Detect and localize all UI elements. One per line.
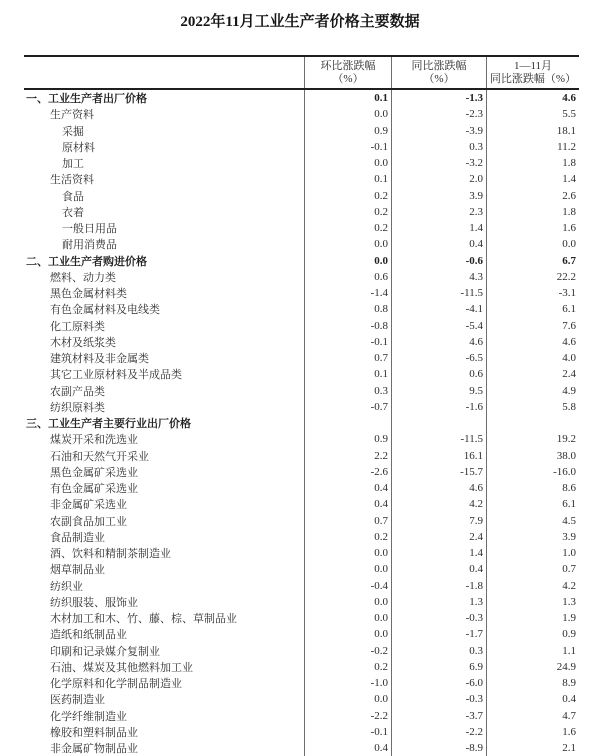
row-label: 黑色金属矿采选业 — [50, 466, 138, 479]
cell-ytd-yoy-pct: 11.2 — [486, 139, 579, 155]
table-row — [24, 480, 579, 496]
cell-mom-pct: -0.1 — [304, 139, 391, 155]
row-label: 化工原料类 — [50, 320, 105, 333]
table-row — [24, 334, 579, 350]
cell-mom-pct: 0.9 — [304, 431, 391, 447]
cell-ytd-yoy-pct: 5.8 — [486, 399, 579, 415]
cell-mom-pct: 0.2 — [304, 529, 391, 545]
table-row — [24, 366, 579, 382]
cell-yoy-pct: 16.1 — [391, 448, 486, 464]
cell-mom-pct: -0.4 — [304, 578, 391, 594]
cell-mom-pct: 0.0 — [304, 253, 391, 269]
table-row — [24, 496, 579, 512]
cell-yoy-pct: 4.6 — [391, 334, 486, 350]
cell-mom-pct: 0.4 — [304, 740, 391, 756]
cell-ytd-yoy-pct: 4.2 — [486, 578, 579, 594]
header-mom-change — [304, 57, 391, 88]
table-row — [24, 513, 579, 529]
row-label: 造纸和纸制品业 — [50, 629, 127, 642]
cell-mom-pct: 0.1 — [304, 171, 391, 187]
cell-yoy-pct: 0.4 — [391, 561, 486, 577]
row-label: 化学纤维制造业 — [50, 710, 127, 723]
cell-ytd-yoy-pct: 6.7 — [486, 253, 579, 269]
row-label: 纺织服装、服饰业 — [50, 596, 138, 609]
cell-mom-pct: -2.2 — [304, 708, 391, 724]
table-row — [24, 220, 579, 236]
row-label: 衣着 — [62, 206, 84, 219]
cell-mom-pct: 0.4 — [304, 496, 391, 512]
table-header — [24, 55, 579, 90]
cell-yoy-pct: -11.5 — [391, 285, 486, 301]
cell-ytd-yoy-pct: 5.5 — [486, 106, 579, 122]
row-label: 农副食品加工业 — [50, 515, 127, 528]
table-row — [24, 643, 579, 659]
table-body — [24, 90, 579, 756]
table-row — [24, 740, 579, 756]
row-label: 生活资料 — [50, 174, 94, 187]
page-title: 2022年11月工业生产者价格主要数据 — [180, 14, 420, 30]
cell-mom-pct: 0.6 — [304, 269, 391, 285]
cell-mom-pct: -0.7 — [304, 399, 391, 415]
header-ytd-line1: 1—11月 — [513, 59, 553, 72]
cell-ytd-yoy-pct: 2.6 — [486, 188, 579, 204]
row-label: 印刷和记录媒介复制业 — [50, 645, 160, 658]
table-row — [24, 545, 579, 561]
table-row — [24, 188, 579, 204]
cell-yoy-pct: -3.2 — [391, 155, 486, 171]
cell-ytd-yoy-pct: 1.3 — [486, 594, 579, 610]
cell-yoy-pct: -8.9 — [391, 740, 486, 756]
cell-ytd-yoy-pct: 4.5 — [486, 513, 579, 529]
cell-yoy-pct — [391, 415, 486, 431]
table-row — [24, 415, 579, 431]
row-label: 加工 — [62, 158, 84, 171]
cell-yoy-pct: 4.3 — [391, 269, 486, 285]
cell-ytd-yoy-pct: -3.1 — [486, 285, 579, 301]
cell-yoy-pct: -6.5 — [391, 350, 486, 366]
table-row — [24, 578, 579, 594]
cell-yoy-pct: 1.4 — [391, 220, 486, 236]
cell-ytd-yoy-pct: 1.8 — [486, 155, 579, 171]
table-row — [24, 529, 579, 545]
cell-ytd-yoy-pct: 0.9 — [486, 626, 579, 642]
table-row — [24, 123, 579, 139]
cell-ytd-yoy-pct: 6.1 — [486, 496, 579, 512]
row-label: 二、工业生产者购进价格 — [26, 255, 147, 268]
table-row — [24, 106, 579, 122]
cell-mom-pct: 0.1 — [304, 90, 391, 106]
cell-mom-pct: -0.1 — [304, 724, 391, 740]
row-label: 黑色金属材料类 — [50, 288, 127, 301]
cell-mom-pct: 0.0 — [304, 155, 391, 171]
row-label: 纺织原料类 — [50, 401, 105, 414]
row-label: 耐用消费品 — [62, 239, 117, 252]
cell-mom-pct: -0.8 — [304, 318, 391, 334]
cell-ytd-yoy-pct: 8.6 — [486, 480, 579, 496]
cell-mom-pct: -0.1 — [304, 334, 391, 350]
cell-mom-pct: 0.0 — [304, 691, 391, 707]
cell-yoy-pct: -2.3 — [391, 106, 486, 122]
row-label: 原材料 — [62, 141, 95, 154]
row-label: 其它工业原材料及半成品类 — [50, 369, 182, 382]
table-row — [24, 155, 579, 171]
table-row — [24, 236, 579, 252]
cell-ytd-yoy-pct: 4.7 — [486, 708, 579, 724]
table-row — [24, 675, 579, 691]
cell-mom-pct: 0.1 — [304, 366, 391, 382]
row-label: 采掘 — [62, 125, 84, 138]
cell-mom-pct: 0.7 — [304, 513, 391, 529]
table-row — [24, 350, 579, 366]
cell-yoy-pct: -4.1 — [391, 301, 486, 317]
cell-yoy-pct: -1.6 — [391, 399, 486, 415]
cell-yoy-pct: 9.5 — [391, 383, 486, 399]
cell-ytd-yoy-pct: 0.7 — [486, 561, 579, 577]
cell-mom-pct: 0.2 — [304, 204, 391, 220]
table-row — [24, 431, 579, 447]
cell-yoy-pct: -1.8 — [391, 578, 486, 594]
cell-ytd-yoy-pct: 4.6 — [486, 90, 579, 106]
cell-ytd-yoy-pct: 0.4 — [486, 691, 579, 707]
cell-ytd-yoy-pct: 24.9 — [486, 659, 579, 675]
cell-mom-pct: 0.2 — [304, 220, 391, 236]
table-row — [24, 724, 579, 740]
row-label: 农副产品类 — [50, 385, 105, 398]
cell-yoy-pct: 0.6 — [391, 366, 486, 382]
table-row — [24, 171, 579, 187]
cell-mom-pct: 0.0 — [304, 594, 391, 610]
header-yoy-line1: 同比涨跌幅 — [411, 59, 467, 72]
cell-ytd-yoy-pct: 38.0 — [486, 448, 579, 464]
cell-yoy-pct: -5.4 — [391, 318, 486, 334]
row-label: 食品 — [62, 190, 84, 203]
row-label: 有色金属材料及电线类 — [50, 304, 160, 317]
table-row — [24, 90, 579, 106]
table-row — [24, 464, 579, 480]
row-label: 非金属矿采选业 — [50, 499, 127, 512]
header-mom-line2: （%） — [332, 72, 364, 85]
table-row — [24, 253, 579, 269]
row-label: 石油和天然气开采业 — [50, 450, 149, 463]
cell-ytd-yoy-pct: 6.1 — [486, 301, 579, 317]
cell-ytd-yoy-pct: 2.4 — [486, 366, 579, 382]
cell-yoy-pct: 0.3 — [391, 643, 486, 659]
cell-yoy-pct: 2.4 — [391, 529, 486, 545]
cell-ytd-yoy-pct: 1.9 — [486, 610, 579, 626]
header-ytd-line2: 同比涨跌幅（%） — [489, 72, 577, 85]
row-label: 燃料、动力类 — [50, 271, 116, 284]
cell-mom-pct: 0.0 — [304, 610, 391, 626]
cell-ytd-yoy-pct: 8.9 — [486, 675, 579, 691]
cell-yoy-pct: 7.9 — [391, 513, 486, 529]
cell-yoy-pct: 4.2 — [391, 496, 486, 512]
table-row — [24, 269, 579, 285]
cell-mom-pct: 0.2 — [304, 659, 391, 675]
cell-yoy-pct: -1.7 — [391, 626, 486, 642]
row-label: 煤炭开采和洗选业 — [50, 434, 138, 447]
cell-mom-pct: 0.2 — [304, 188, 391, 204]
cell-yoy-pct: -3.7 — [391, 708, 486, 724]
cell-ytd-yoy-pct: 19.2 — [486, 431, 579, 447]
row-label: 有色金属矿采选业 — [50, 483, 138, 496]
cell-ytd-yoy-pct: 1.0 — [486, 545, 579, 561]
row-label: 木材及纸浆类 — [50, 336, 116, 349]
row-label: 化学原料和化学制品制造业 — [50, 678, 182, 691]
cell-mom-pct: -0.2 — [304, 643, 391, 659]
table-row — [24, 594, 579, 610]
cell-ytd-yoy-pct: 2.1 — [486, 740, 579, 756]
row-label: 橡胶和塑料制品业 — [50, 726, 138, 739]
row-label: 酒、饮料和精制茶制造业 — [50, 548, 171, 561]
cell-yoy-pct: -0.3 — [391, 610, 486, 626]
cell-yoy-pct: 3.9 — [391, 188, 486, 204]
table-row — [24, 383, 579, 399]
cell-yoy-pct: 1.3 — [391, 594, 486, 610]
cell-yoy-pct: -0.3 — [391, 691, 486, 707]
cell-yoy-pct: -15.7 — [391, 464, 486, 480]
table-row — [24, 448, 579, 464]
cell-ytd-yoy-pct: 1.6 — [486, 724, 579, 740]
row-label: 烟草制品业 — [50, 564, 105, 577]
table-row — [24, 399, 579, 415]
cell-mom-pct: 0.0 — [304, 236, 391, 252]
cell-mom-pct: 0.0 — [304, 626, 391, 642]
table-row — [24, 318, 579, 334]
table-row — [24, 285, 579, 301]
cell-mom-pct: -2.6 — [304, 464, 391, 480]
cell-ytd-yoy-pct — [486, 415, 579, 431]
cell-ytd-yoy-pct: 0.0 — [486, 236, 579, 252]
cell-mom-pct: 0.0 — [304, 561, 391, 577]
row-label: 非金属矿物制品业 — [50, 743, 138, 756]
table-row — [24, 610, 579, 626]
row-label: 一般日用品 — [62, 223, 117, 236]
table-row — [24, 301, 579, 317]
cell-yoy-pct: -1.3 — [391, 90, 486, 106]
header-yoy-line2: （%） — [423, 72, 455, 85]
cell-ytd-yoy-pct: 4.9 — [486, 383, 579, 399]
header-row-label-column — [24, 57, 304, 88]
cell-ytd-yoy-pct: 3.9 — [486, 529, 579, 545]
row-label: 三、工业生产者主要行业出厂价格 — [26, 418, 191, 431]
row-label: 生产资料 — [50, 109, 94, 122]
cell-ytd-yoy-pct: 4.6 — [486, 334, 579, 350]
cell-yoy-pct: 2.0 — [391, 171, 486, 187]
header-ytd-yoy-change — [486, 57, 579, 88]
cell-mom-pct: 0.8 — [304, 301, 391, 317]
cell-yoy-pct: 6.9 — [391, 659, 486, 675]
cell-yoy-pct: -2.2 — [391, 724, 486, 740]
cell-yoy-pct: -0.6 — [391, 253, 486, 269]
cell-yoy-pct: 2.3 — [391, 204, 486, 220]
table-row — [24, 204, 579, 220]
cell-mom-pct: -1.4 — [304, 285, 391, 301]
cell-mom-pct: 0.7 — [304, 350, 391, 366]
cell-ytd-yoy-pct: 7.6 — [486, 318, 579, 334]
cell-ytd-yoy-pct: 1.4 — [486, 171, 579, 187]
cell-mom-pct: -1.0 — [304, 675, 391, 691]
cell-ytd-yoy-pct: 1.8 — [486, 204, 579, 220]
data-table — [24, 55, 579, 756]
table-row — [24, 708, 579, 724]
cell-ytd-yoy-pct: 1.6 — [486, 220, 579, 236]
cell-ytd-yoy-pct: 4.0 — [486, 350, 579, 366]
row-label: 纺织业 — [50, 580, 83, 593]
cell-yoy-pct: 0.3 — [391, 139, 486, 155]
table-row — [24, 561, 579, 577]
cell-mom-pct: 0.0 — [304, 106, 391, 122]
header-yoy-change — [391, 57, 486, 88]
cell-ytd-yoy-pct: 18.1 — [486, 123, 579, 139]
table-row — [24, 139, 579, 155]
row-label: 医药制造业 — [50, 694, 105, 707]
cell-yoy-pct: -3.9 — [391, 123, 486, 139]
table-row — [24, 691, 579, 707]
row-label: 石油、煤炭及其他燃料加工业 — [50, 661, 193, 674]
table-row — [24, 659, 579, 675]
cell-yoy-pct: -6.0 — [391, 675, 486, 691]
cell-yoy-pct: 4.6 — [391, 480, 486, 496]
row-label: 食品制造业 — [50, 531, 105, 544]
cell-mom-pct: 0.4 — [304, 480, 391, 496]
cell-yoy-pct: 1.4 — [391, 545, 486, 561]
cell-yoy-pct: 0.4 — [391, 236, 486, 252]
cell-mom-pct: 0.3 — [304, 383, 391, 399]
row-label: 建筑材料及非金属类 — [50, 353, 149, 366]
cell-ytd-yoy-pct: -16.0 — [486, 464, 579, 480]
table-row — [24, 626, 579, 642]
cell-mom-pct — [304, 415, 391, 431]
cell-mom-pct: 2.2 — [304, 448, 391, 464]
cell-ytd-yoy-pct: 22.2 — [486, 269, 579, 285]
cell-yoy-pct: -11.5 — [391, 431, 486, 447]
row-label: 一、工业生产者出厂价格 — [26, 93, 147, 106]
cell-ytd-yoy-pct: 1.1 — [486, 643, 579, 659]
header-mom-line1: 环比涨跌幅 — [320, 59, 376, 72]
row-label: 木材加工和木、竹、藤、棕、草制品业 — [50, 613, 237, 626]
cell-mom-pct: 0.0 — [304, 545, 391, 561]
cell-mom-pct: 0.9 — [304, 123, 391, 139]
